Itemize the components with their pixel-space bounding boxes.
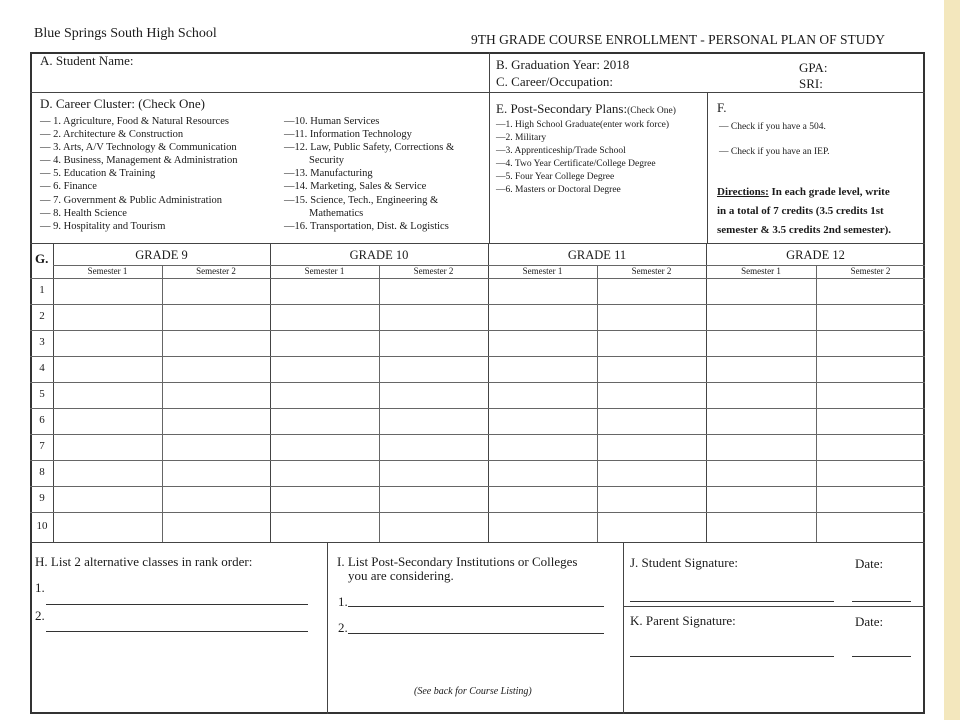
semester-2-header: Semester 2 — [850, 266, 891, 276]
parent-signature-date-label: Date: — [855, 614, 884, 629]
cluster-option[interactable]: — 7. Government & Public Administration — [40, 195, 222, 206]
semester-1-header: Semester 1 — [87, 266, 128, 276]
course-cell[interactable] — [817, 513, 924, 541]
course-cell[interactable] — [707, 487, 815, 511]
course-cell[interactable] — [707, 357, 815, 381]
course-cell[interactable] — [54, 487, 161, 511]
post-secondary-option[interactable]: —3. Apprenticeship/Trade School — [496, 146, 626, 156]
course-cell[interactable] — [489, 279, 596, 303]
alternative-classes-title: H. List 2 alternative classes in rank order: — [35, 554, 253, 569]
semester-2-header: Semester 2 — [413, 266, 454, 276]
form-title: 9TH GRADE COURSE ENROLLMENT - PERSONAL PLAN OF STUDY — [471, 32, 886, 47]
divider-grid-top — [30, 243, 925, 244]
course-cell[interactable] — [598, 383, 705, 407]
institution-item-1-label: 1. — [338, 594, 348, 609]
parent-signature-line[interactable] — [630, 656, 834, 657]
course-cell[interactable] — [54, 331, 161, 355]
grid-row-number: 4 — [39, 362, 45, 374]
directions-line2: in a total of 7 credits (3.5 credits 1st — [717, 205, 884, 217]
institution-item-2-line[interactable] — [348, 633, 604, 634]
post-secondary-title — [496, 100, 676, 118]
cluster-option-cont: Security — [309, 155, 344, 166]
course-cell[interactable] — [489, 383, 596, 407]
course-cell[interactable] — [271, 409, 378, 433]
course-cell[interactable] — [598, 331, 705, 355]
course-cell[interactable] — [271, 435, 378, 459]
course-cell[interactable] — [598, 461, 705, 485]
course-cell[interactable] — [380, 487, 487, 511]
divider-ef — [707, 92, 708, 243]
directions-line3: semester & 3.5 credits 2nd semester). — [717, 224, 892, 236]
course-cell[interactable] — [489, 461, 596, 485]
course-cell[interactable] — [598, 435, 705, 459]
directions-line1 — [717, 186, 890, 198]
alternative-item-2-label: 2. — [35, 608, 45, 623]
student-signature-line[interactable] — [630, 601, 834, 602]
institution-item-2-label: 2. — [338, 620, 348, 635]
course-cell[interactable] — [271, 513, 378, 541]
post-secondary-option[interactable]: —4. Two Year Certificate/College Degree — [496, 159, 656, 169]
student-signature-date-line[interactable] — [852, 601, 911, 602]
parent-signature-label: K. Parent Signature: — [630, 613, 736, 628]
course-cell[interactable] — [817, 383, 924, 407]
divider-ab — [489, 52, 490, 243]
cluster-option[interactable]: — 5. Education & Training — [40, 168, 156, 179]
course-cell[interactable] — [707, 513, 815, 541]
semester-1-header: Semester 1 — [522, 266, 563, 276]
course-cell[interactable] — [380, 331, 487, 355]
course-cell[interactable] — [163, 461, 269, 485]
course-cell[interactable] — [707, 279, 815, 303]
course-cell[interactable] — [380, 513, 487, 541]
grid-row-number: 3 — [39, 336, 45, 348]
semester-1-header: Semester 1 — [741, 266, 781, 276]
course-cell[interactable] — [489, 513, 596, 541]
course-cell[interactable] — [380, 305, 487, 329]
course-cell[interactable] — [380, 461, 487, 485]
check-504[interactable]: — Check if you have a 504. — [719, 122, 826, 132]
course-cell[interactable] — [598, 357, 705, 381]
course-cell[interactable] — [54, 357, 161, 381]
course-cell[interactable] — [163, 357, 269, 381]
alternative-item-1-label: 1. — [35, 580, 45, 595]
grade-header: GRADE 12 — [786, 248, 845, 262]
course-cell[interactable] — [271, 279, 378, 303]
course-cell[interactable] — [380, 279, 487, 303]
student-signature-date-label: Date: — [855, 556, 884, 571]
course-cell[interactable] — [380, 383, 487, 407]
grade-header: GRADE 9 — [135, 248, 188, 262]
course-cell[interactable] — [489, 305, 596, 329]
institution-item-1-line[interactable] — [348, 606, 604, 607]
course-cell[interactable] — [163, 279, 269, 303]
cluster-option[interactable]: —15. Science, Tech., Engineering & — [284, 195, 439, 206]
grid-row-number: 6 — [39, 414, 45, 426]
course-cell[interactable] — [271, 305, 378, 329]
semester-2-header: Semester 2 — [196, 266, 236, 276]
institutions-title-1: I. List Post-Secondary Institutions or Colleges — [337, 554, 578, 569]
cluster-option[interactable]: —11. Information Technology — [284, 129, 412, 140]
course-cell[interactable] — [54, 383, 161, 407]
cluster-option[interactable]: — 1. Agriculture, Food & Natural Resources — [40, 116, 229, 127]
course-cell[interactable] — [817, 409, 924, 433]
course-cell[interactable] — [163, 487, 269, 511]
course-cell[interactable] — [163, 435, 269, 459]
course-cell[interactable] — [489, 331, 596, 355]
career-cluster-title: D. Career Cluster: (Check One) — [40, 96, 205, 111]
grade-header: GRADE 11 — [567, 248, 627, 262]
cluster-option[interactable]: — 4. Business, Management & Administration — [40, 155, 238, 166]
course-listing-note: (See back for Course Listing) — [414, 686, 532, 697]
directions-text: In each grade level, write — [768, 186, 890, 198]
alternative-item-1-line[interactable] — [46, 604, 308, 605]
grade-header: GRADE 10 — [349, 248, 409, 262]
divider-a — [30, 92, 925, 93]
course-cell[interactable] — [598, 487, 705, 511]
course-cell[interactable] — [817, 331, 924, 355]
course-cell[interactable] — [707, 409, 815, 433]
course-cell[interactable] — [380, 435, 487, 459]
institutions-title-2: you are considering. — [348, 568, 454, 583]
course-cell[interactable] — [489, 357, 596, 381]
divider-jk — [623, 606, 925, 607]
grid-row-number: 2 — [39, 310, 45, 322]
parent-signature-date-line[interactable] — [852, 656, 911, 657]
course-cell[interactable] — [54, 409, 161, 433]
cluster-option[interactable]: —13. Manufacturing — [284, 168, 373, 179]
alternative-item-2-line[interactable] — [46, 631, 308, 632]
course-cell[interactable] — [271, 487, 378, 511]
grid-row-number: 7 — [39, 440, 45, 452]
post-secondary-title-note: (Check One) — [627, 106, 676, 116]
decorative-side-stripe — [944, 0, 960, 720]
course-cell[interactable] — [707, 383, 815, 407]
post-secondary-option[interactable]: —6. Masters or Doctoral Degree — [496, 185, 621, 195]
course-cell[interactable] — [598, 513, 705, 541]
course-cell[interactable] — [817, 305, 924, 329]
course-cell[interactable] — [598, 305, 705, 329]
cluster-option-cont: Mathematics — [309, 208, 364, 219]
course-cell[interactable] — [380, 357, 487, 381]
course-cell[interactable] — [817, 461, 924, 485]
course-cell[interactable] — [707, 331, 815, 355]
cluster-option[interactable]: —10. Human Services — [284, 116, 380, 127]
course-cell[interactable] — [489, 487, 596, 511]
grid-row-number: 1 — [39, 284, 45, 296]
course-cell[interactable] — [163, 383, 269, 407]
course-cell[interactable] — [598, 279, 705, 303]
course-cell[interactable] — [489, 409, 596, 433]
course-cell[interactable] — [598, 409, 705, 433]
post-secondary-option[interactable]: —2. Military — [496, 133, 547, 143]
course-cell[interactable] — [817, 279, 924, 303]
course-cell[interactable] — [707, 435, 815, 459]
divider-hi — [327, 542, 328, 714]
check-iep[interactable]: — Check if you have an IEP. — [719, 147, 830, 157]
grid-row-number: 10 — [36, 520, 48, 532]
cluster-option[interactable]: —16. Transportation, Dist. & Logistics — [284, 221, 449, 232]
student-signature-label: J. Student Signature: — [630, 555, 738, 570]
graduation-year: B. Graduation Year: 2018 — [496, 57, 630, 72]
course-cell[interactable] — [271, 331, 378, 355]
course-cell[interactable] — [380, 409, 487, 433]
section-f-title: F. — [717, 100, 727, 115]
semester-1-header: Semester 1 — [304, 266, 345, 276]
career-occupation-label: C. Career/Occupation: — [496, 74, 613, 89]
grid-row-number: 5 — [39, 388, 45, 400]
school-name: Blue Springs South High School — [34, 26, 217, 41]
grid-g-label: G. — [35, 251, 49, 266]
course-cell[interactable] — [489, 435, 596, 459]
course-cell[interactable] — [817, 435, 924, 459]
divider-grid-bottom — [30, 542, 925, 543]
cluster-option[interactable]: — 2. Architecture & Construction — [40, 129, 184, 140]
course-cell[interactable] — [707, 461, 815, 485]
post-secondary-title-text: E. Post-Secondary Plans: — [496, 101, 628, 116]
course-cell[interactable] — [163, 331, 269, 355]
cluster-option[interactable]: — 6. Finance — [40, 181, 97, 192]
course-cell[interactable] — [163, 409, 269, 433]
post-secondary-option[interactable]: —5. Four Year College Degree — [496, 172, 615, 182]
semester-2-header: Semester 2 — [631, 266, 672, 276]
divider-ij — [623, 542, 624, 714]
cluster-option[interactable]: — 9. Hospitality and Tourism — [40, 221, 166, 232]
course-cell[interactable] — [817, 357, 924, 381]
post-secondary-option[interactable]: —1. High School Graduate(enter work force) — [496, 120, 670, 130]
course-cell[interactable] — [163, 513, 269, 541]
course-cell[interactable] — [707, 305, 815, 329]
sri-label: SRI: — [799, 76, 823, 91]
cluster-option[interactable]: —12. Law, Public Safety, Corrections & — [284, 142, 455, 153]
course-cell[interactable] — [817, 487, 924, 511]
student-name-label: A. Student Name: — [40, 53, 134, 68]
cluster-option[interactable]: —14. Marketing, Sales & Service — [284, 181, 427, 192]
course-cell[interactable] — [54, 305, 161, 329]
course-cell[interactable] — [271, 461, 378, 485]
gpa-label: GPA: — [799, 60, 828, 75]
grid-row-number: 8 — [39, 466, 45, 478]
cluster-option[interactable]: — 8. Health Science — [40, 208, 127, 219]
cluster-option[interactable]: — 3. Arts, A/V Technology & Communication — [40, 142, 237, 153]
course-cell[interactable] — [54, 279, 161, 303]
course-cell[interactable] — [54, 513, 161, 541]
directions-label: Directions: — [717, 186, 769, 198]
course-cell[interactable] — [163, 305, 269, 329]
grid-row-number: 9 — [39, 492, 45, 504]
course-cell[interactable] — [271, 383, 378, 407]
course-cell[interactable] — [54, 435, 161, 459]
course-cell[interactable] — [271, 357, 378, 381]
course-cell[interactable] — [54, 461, 161, 485]
